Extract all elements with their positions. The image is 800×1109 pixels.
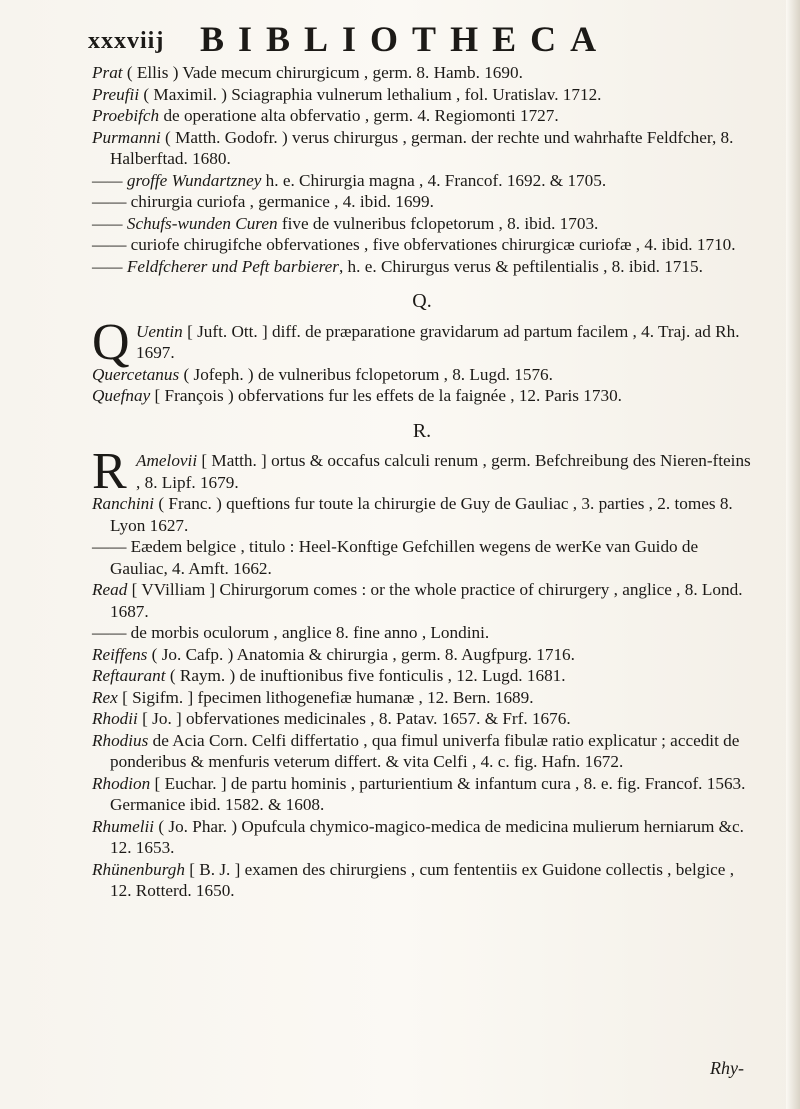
list-item bbox=[92, 536, 752, 579]
entry-text: [ Juft. Ott. ] diff. de præparatione gravidarum ad partum facilem , 4. Traj. ad Rh. 1697. bbox=[136, 321, 740, 362]
list-item bbox=[92, 62, 752, 84]
entry-heading: Read bbox=[92, 580, 128, 599]
entry-heading: Ranchini bbox=[92, 494, 155, 513]
list-item bbox=[92, 730, 752, 773]
list-item bbox=[92, 859, 752, 902]
list-item bbox=[92, 622, 752, 644]
entry-text: —— de morbis oculorum , anglice 8. fine anno , Londini. bbox=[92, 623, 490, 642]
entry-text: [ Sigifm. ] fpecimen lithogenefiæ humanæ , 12. Bern. 1689. bbox=[117, 687, 534, 707]
entry-heading: Rhünenburgh bbox=[92, 859, 185, 879]
drop-cap: R bbox=[92, 443, 127, 500]
list-item bbox=[92, 364, 752, 386]
entry-heading: Amelovii bbox=[136, 451, 198, 470]
running-title: BIBLIOTHECA bbox=[200, 19, 611, 59]
list-item bbox=[92, 234, 752, 256]
entry-heading: Reiffens bbox=[92, 644, 148, 664]
list-item bbox=[92, 816, 752, 859]
entry-heading: Preufii bbox=[92, 84, 140, 104]
entry-heading: Purmanni bbox=[92, 127, 161, 147]
section-letter-q: Q. bbox=[412, 290, 432, 312]
list-item bbox=[92, 84, 752, 106]
entry-text: [ VVilliam ] Chirurgorum comes : or the whole practice of chirurgery , anglice , 8. Lond. 1687. bbox=[110, 580, 743, 621]
drop-cap: Q bbox=[92, 313, 130, 371]
entry-heading: Reftaurant bbox=[92, 666, 166, 685]
list-item bbox=[92, 256, 752, 278]
list-item bbox=[92, 493, 752, 536]
entry-text: de Acia Corn. Celfi differtatio , qua fimul univerfa fibulæ ratio explicatur ; accedit de ponderibus & menfuris veterum differt. & vita Celfi , 4. c. fig. Hafn. 1672. bbox=[110, 730, 740, 771]
section-q bbox=[92, 313, 752, 407]
section-p bbox=[92, 62, 752, 277]
entry-heading: Rhodius bbox=[92, 730, 149, 750]
entry-heading: —— groffe Wundartzney bbox=[92, 170, 262, 190]
list-item bbox=[92, 687, 752, 709]
entry-heading: —— Feldfcherer und Peft barbierer bbox=[92, 256, 339, 276]
entry-text: ( Jo. Phar. ) Opufcula chymico-magico-medica de medicina mulierum herniarum &c. 12. 1653. bbox=[110, 816, 744, 857]
section-letter-r: R. bbox=[412, 419, 432, 442]
list-item bbox=[92, 644, 752, 666]
entry-text: ( Maximil. ) Sciagraphia vulnerum lethalium , fol. Uratislav. 1712. bbox=[139, 84, 602, 104]
list-item bbox=[92, 313, 752, 371]
list-item bbox=[92, 665, 752, 687]
entry-text: five de vulneribus fclopetorum , 8. ibid. 1703. bbox=[277, 213, 599, 233]
list-item bbox=[92, 708, 752, 730]
entry-text: [ Jo. ] obfervationes medicinales , 8. Patav. 1657. & Frf. 1676. bbox=[137, 709, 571, 728]
catchword: Rhy- bbox=[710, 1058, 744, 1078]
entry-text: —— chirurgia curiofa , germanice , 4. ibid. 1699. bbox=[92, 192, 434, 211]
entry-text: h. e. Chirurgia magna , 4. Francof. 1692. & 1705. bbox=[261, 170, 607, 190]
entry-text: [ Matth. ] ortus & occafus calculi renum , germ. Befchreibung des Nieren-fteins , 8. Lipf. 1679. bbox=[136, 451, 751, 492]
entry-heading: —— Schufs-wunden Curen bbox=[92, 213, 278, 233]
page-header bbox=[88, 18, 708, 58]
entry-text: —— curiofe chirugifche obfervationes , five obfervationes chirurgicæ curiofæ , 4. ibid. 1710. bbox=[92, 235, 736, 254]
bibliography-list bbox=[92, 62, 752, 902]
entry-heading: Prat bbox=[92, 63, 123, 82]
entry-heading: Quefnay bbox=[92, 386, 151, 405]
entry-text: ( Ellis ) Vade mecum chirurgicum , germ. 8. Hamb. 1690. bbox=[122, 63, 523, 82]
list-item bbox=[92, 213, 752, 235]
list-item bbox=[92, 773, 752, 816]
entry-text: [ François ) obfervations fur les effets de la faignée , 12. Paris 1730. bbox=[150, 386, 622, 405]
list-item bbox=[92, 385, 752, 407]
list-item bbox=[92, 191, 752, 213]
list-item bbox=[92, 127, 752, 170]
entry-text: ( Matth. Godofr. ) verus chirurgus , german. der rechte und wahrhafte Feldfcher, 8. Halberftad. 1680. bbox=[110, 127, 734, 168]
page-gutter bbox=[786, 0, 800, 1109]
entry-text: de operatione alta obfervatio , germ. 4. Regiomonti 1727. bbox=[159, 106, 559, 125]
entry-text: [ B. J. ] examen des chirurgiens , cum fententiis ex Guidone collectis , belgice , 12. Rotterd. 1650. bbox=[110, 859, 734, 900]
list-item bbox=[92, 105, 752, 127]
section-r bbox=[92, 443, 752, 902]
entry-heading: Proebifch bbox=[92, 106, 160, 125]
entry-text: ( Jofeph. ) de vulneribus fclopetorum , 8. Lugd. 1576. bbox=[179, 364, 553, 384]
entry-text: ( Raym. ) de inuftionibus five fonticulis , 12. Lugd. 1681. bbox=[165, 666, 566, 685]
entry-heading: Uentin bbox=[136, 321, 183, 341]
entry-heading: Rhodii bbox=[92, 709, 138, 728]
entry-text: , h. e. Chirurgus verus & peftilentialis , 8. ibid. 1715. bbox=[338, 256, 703, 276]
list-item bbox=[92, 443, 752, 500]
entry-text: ( Jo. Cafp. ) Anatomia & chirurgia , germ. 8. Augfpurg. 1716. bbox=[147, 644, 575, 664]
entry-text: ( Franc. ) queftions fur toute la chirurgie de Guy de Gauliac , 3. parties , 2. tomes 8. Lyon 1627. bbox=[110, 494, 733, 535]
entry-heading: Rhodion bbox=[92, 773, 151, 793]
entry-heading: Rhumelii bbox=[92, 816, 155, 836]
entry-text: —— Eædem belgice , titulo : Heel-Konftige Gefchillen wegens de werKe van Guido de Gauliac, 4. Amft. 1662. bbox=[92, 537, 699, 578]
entry-heading: Rex bbox=[92, 687, 118, 707]
entry-heading: Quercetanus bbox=[92, 364, 180, 384]
entry-text: [ Euchar. ] de partu hominis , parturientium & infantum cura , 8. e. fig. Francof. 1563. Germanice ibid. 1582. & 1608. bbox=[110, 773, 746, 814]
list-item bbox=[92, 170, 752, 192]
page-number: xxxviij bbox=[88, 28, 165, 54]
list-item bbox=[92, 579, 752, 622]
